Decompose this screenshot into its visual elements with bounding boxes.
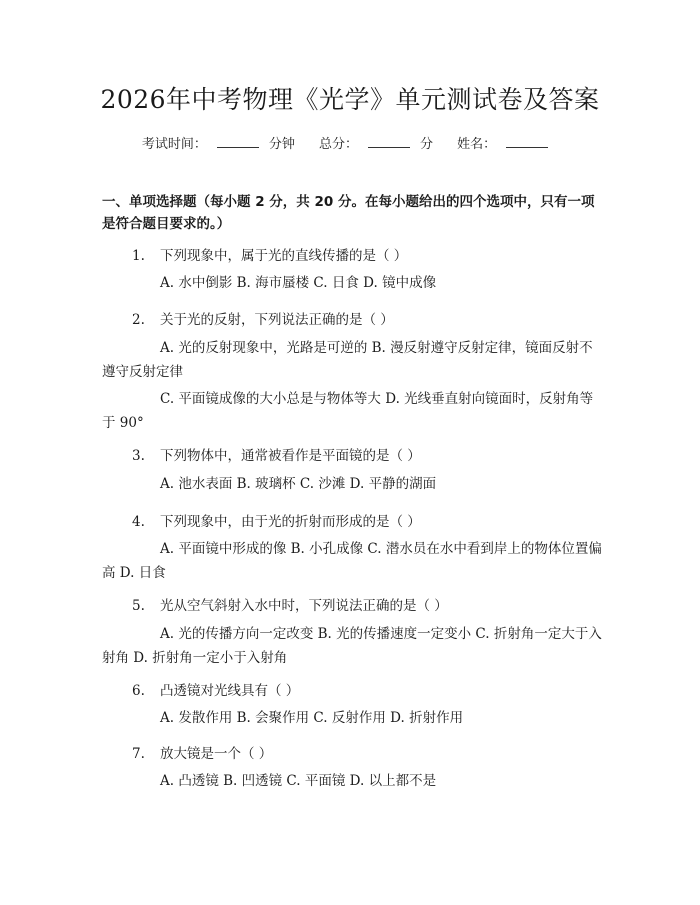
page-title: 2026年中考物理《光学》单元测试卷及答案 — [100, 85, 600, 114]
question-stem: 光从空气斜射入水中时，下列说法正确的是（ ） — [160, 598, 448, 614]
question-stem: 关于光的反射，下列说法正确的是（ ） — [160, 312, 394, 328]
question-5 — [132, 594, 448, 614]
question-6-options — [102, 706, 602, 730]
question-3-options — [102, 472, 602, 496]
question-5-options — [102, 622, 602, 670]
question-stem: 凸透镜对光线具有（ ） — [160, 683, 300, 699]
option-line: A. 平面镜中形成的像 B. 小孔成像 C. 潜水员在水中看到岸上的物体位置偏高 D. 日食 — [102, 541, 602, 581]
question-number: 3. — [132, 448, 145, 464]
question-stem: 下列物体中，通常被看作是平面镜的是（ ） — [160, 448, 421, 464]
question-stem: 下列现象中，由于光的折射而形成的是（ ） — [160, 514, 421, 530]
question-1 — [132, 244, 407, 264]
student-name — [457, 133, 558, 152]
question-7-options — [102, 769, 602, 793]
question-3 — [132, 444, 421, 464]
question-6 — [132, 679, 299, 699]
question-2 — [132, 308, 394, 328]
question-number: 6. — [132, 683, 145, 699]
question-number: 7. — [132, 746, 145, 762]
question-2-options-c — [102, 387, 602, 435]
section-heading: 一、单项选择题（每小题 2 分，共 20 分。在每小题给出的四个选项中，只有一项是符合题目要求的。） — [102, 194, 595, 232]
question-2-options-a — [102, 336, 602, 384]
option-line: A. 池水表面 B. 玻璃杯 C. 沙滩 D. 平静的湖面 — [160, 476, 437, 492]
option-line: A. 凸透镜 B. 凹透镜 C. 平面镜 D. 以上都不是 — [160, 773, 437, 789]
time-unit: 分钟 — [268, 137, 295, 152]
time-blank — [217, 136, 259, 148]
score-unit: 分 — [420, 137, 434, 152]
score-blank — [368, 136, 410, 148]
name-blank — [506, 136, 548, 148]
name-label: 姓名： — [457, 137, 497, 152]
question-number: 2. — [132, 312, 145, 328]
exam-time — [142, 133, 295, 152]
exam-info-line — [0, 133, 700, 152]
option-line: A. 光的传播方向一定改变 B. 光的传播速度一定变小 C. 折射角一定大于入射角 D. 折射角一定小于入射角 — [102, 626, 602, 666]
question-stem: 下列现象中，属于光的直线传播的是（ ） — [160, 248, 408, 264]
option-line: A. 光的反射现象中，光路是可逆的 B. 漫反射遵守反射定律，镜面反射不遵守反射定律 — [102, 340, 593, 380]
option-line: C. 平面镜成像的大小总是与物体等大 D. 光线垂直射向镜面时，反射角等于 90° — [102, 391, 594, 431]
question-4 — [132, 510, 421, 530]
question-number: 1. — [132, 248, 145, 264]
question-7 — [132, 742, 272, 762]
question-stem: 放大镜是一个（ ） — [160, 746, 273, 762]
question-number: 4. — [132, 514, 145, 530]
question-number: 5. — [132, 598, 145, 614]
question-4-options — [102, 537, 602, 585]
exam-score — [319, 133, 433, 152]
option-line: A. 水中倒影 B. 海市蜃楼 C. 日食 D. 镜中成像 — [160, 275, 437, 291]
option-line: A. 发散作用 B. 会聚作用 C. 反射作用 D. 折射作用 — [160, 710, 464, 726]
score-label: 总分： — [318, 137, 358, 152]
question-1-options — [102, 271, 602, 295]
time-label: 考试时间： — [141, 137, 207, 152]
